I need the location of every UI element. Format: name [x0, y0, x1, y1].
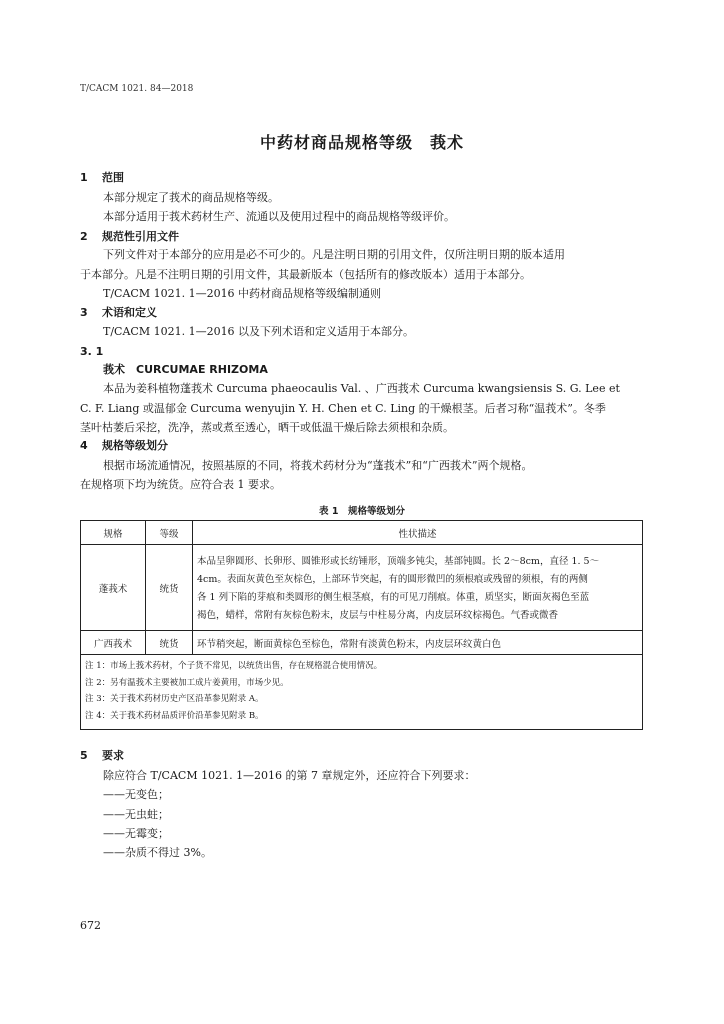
section-2-number: 2	[80, 230, 88, 243]
section-3-paragraph: T/CACM 1021. 1—2016 以及下列术语和定义适用于本部分。	[103, 325, 415, 338]
section-3-heading	[80, 306, 157, 320]
section-5-title: 要求	[102, 749, 124, 762]
section-1-number: 1	[80, 171, 88, 184]
section-4-heading	[80, 439, 168, 453]
section-2-heading	[80, 230, 179, 244]
section-4-title: 规格等级划分	[102, 439, 168, 452]
table-note: 注 4：关于莪术药材品质评价沿革参见附录 B。	[85, 710, 264, 721]
term-heading: 莪术 CURCUMAE RHIZOMA	[103, 363, 268, 376]
table-header-row	[81, 521, 643, 545]
grade-table	[80, 520, 643, 655]
grade-cell: 统货	[146, 545, 193, 631]
table-row	[81, 631, 643, 655]
section-1-paragraph: 本部分适用于莪术药材生产、流通以及使用过程中的商品规格等级评价。	[103, 210, 455, 223]
table-notes	[80, 655, 643, 730]
section-5-paragraph: 除应符合 T/CACM 1021. 1—2016 的第 7 章规定外，还应符合下列要求：	[103, 769, 476, 782]
section-3-title: 术语和定义	[102, 306, 157, 319]
spec-cell: 广西莪术	[81, 631, 146, 655]
requirement-item: ——无虫蛀；	[103, 808, 169, 821]
section-1-heading	[80, 171, 124, 185]
table-header: 性状描述	[193, 521, 643, 545]
section-4-number: 4	[80, 439, 88, 452]
page-number: 672	[80, 919, 101, 932]
section-4-paragraph: 在规格项下均为统货。应符合表 1 要求。	[80, 478, 281, 491]
section-3-number: 3	[80, 306, 88, 319]
requirement-item: ——无变色；	[103, 788, 169, 801]
term-definition: 茎叶枯萎后采挖，洗净，蒸或煮至透心，晒干或低温干燥后除去须根和杂质。	[80, 421, 454, 434]
section-5-number: 5	[80, 749, 88, 762]
requirement-item: ——无霉变；	[103, 827, 169, 840]
standard-number: T/CACM 1021. 84—2018	[80, 84, 194, 94]
table-row	[81, 545, 643, 631]
term-definition: 本品为姜科植物蓬莪术 Curcuma phaeocaulis Val. 、广西莪术 Curcuma kwangsiensis S. G. Lee et	[103, 382, 620, 395]
section-2-title: 规范性引用文件	[102, 230, 179, 243]
table-caption: 表 1 规格等级划分	[319, 506, 405, 517]
reference-document: T/CACM 1021. 1—2016 中药材商品规格等级编制通则	[103, 287, 382, 300]
description-cell	[193, 545, 643, 631]
spec-cell: 蓬莪术	[81, 545, 146, 631]
table-header: 等级	[146, 521, 193, 545]
section-5-heading	[80, 749, 124, 763]
section-2-paragraph: 于本部分。凡是不注明日期的引用文件，其最新版本（包括所有的修改版本）适用于本部分。	[80, 268, 531, 281]
document-title: 中药材商品规格等级 莪术	[259, 133, 464, 152]
description-line: 褐色，蜡样，常附有灰棕色粉末，皮层与中柱易分离，内皮层环纹棕褐色。气香或微香	[197, 609, 559, 621]
section-1-paragraph: 本部分规定了莪术的商品规格等级。	[103, 191, 279, 204]
table-note: 注 3：关于莪术药材历史产区沿革参见附录 A。	[85, 694, 264, 704]
description-cell	[193, 631, 643, 655]
subclause-number: 3. 1	[80, 345, 104, 358]
description-line: 环节稍突起，断面黄棕色至棕色，常附有淡黄色粉末，内皮层环纹黄白色	[197, 638, 502, 650]
table-header: 规格	[81, 521, 146, 545]
table-note: 注 1：市场上莪术药材，个子货不常见，以统货出售，存在规格混合使用情况。	[85, 661, 383, 671]
section-4-paragraph: 根据市场流通情况，按照基原的不同，将莪术药材分为“蓬莪术”和“广西莪术”两个规格。	[103, 459, 533, 472]
description-line: 本品呈卵圆形、长卵形、圆锥形或长纺锤形，顶端多钝尖，基部钝圆。长 2～8cm，直径 1. 5～	[197, 555, 600, 567]
section-1-title: 范围	[102, 171, 124, 184]
requirement-item: ——杂质不得过 3%。	[103, 846, 212, 859]
term-definition: C. F. Liang 或温郁金 Curcuma wenyujin Y. H. Chen et C. Ling 的干燥根茎。后者习称“温莪术”。冬季	[80, 402, 606, 415]
description-line: 各 1 列下陷的芽痕和类圆形的侧生根茎痕，有的可见刀削痕。体重，质坚实，断面灰褐色至蓝	[197, 591, 590, 603]
description-line: 4cm。表面灰黄色至灰棕色，上部环节突起，有的圆形微凹的须根痕或残留的须根，有的两侧	[197, 573, 588, 585]
grade-cell: 统货	[146, 631, 193, 655]
table-note: 注 2：另有温莪术主要被加工成片姜黄用，市场少见。	[85, 677, 289, 688]
section-2-paragraph: 下列文件对于本部分的应用是必不可少的。凡是注明日期的引用文件，仅所注明日期的版本适用	[103, 248, 565, 261]
